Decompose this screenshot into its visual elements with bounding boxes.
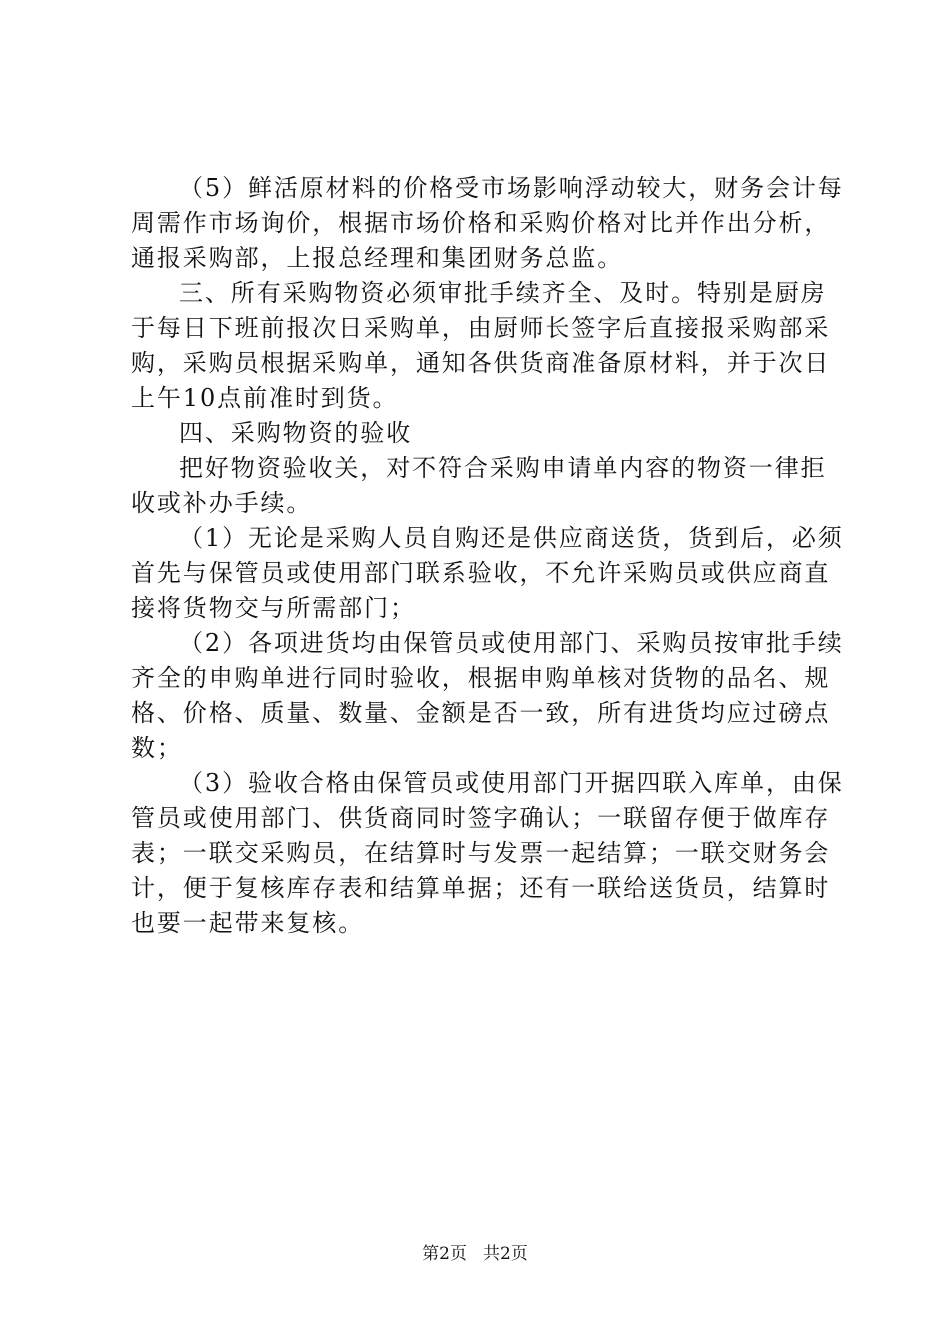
page-total: 共2页 (483, 1244, 528, 1264)
paragraph-line: 收或补办手续。 (131, 489, 313, 517)
paragraph-line: 齐全的申购单进行同时验收，根据申购单核对货物的品名、规 (131, 664, 831, 692)
paragraph-line: （5）鲜活原材料的价格受市场影响浮动较大，财务会计每 (179, 174, 844, 202)
paragraph-line: 把好物资验收关，对不符合采购申请单内容的物资一律拒 (179, 454, 827, 482)
paragraph-line: 数； (131, 734, 183, 762)
section-heading: 四、采购物资的验收 (179, 419, 413, 447)
paragraph-line: 表；一联交采购员，在结算时与发票一起结算；一联交财务会 (131, 839, 831, 867)
paragraph-line: （3）验收合格由保管员或使用部门开据四联入库单，由保 (179, 769, 844, 797)
section-heading-line: 三、所有采购物资必须审批手续齐全、及时。特别是厨房 (179, 279, 827, 307)
paragraph-line: （1）无论是采购人员自购还是供应商送货，货到后，必须 (179, 524, 844, 552)
paragraph-line: 首先与保管员或使用部门联系验收，不允许采购员或供应商直 (131, 559, 831, 587)
paragraph-line: 于每日下班前报次日采购单，由厨师长签字后直接报采购部采 (131, 314, 831, 342)
page-footer (0, 1242, 950, 1266)
paragraph-line: 周需作市场询价，根据市场价格和采购价格对比并作出分析， (131, 209, 831, 237)
paragraph-line: 格、价格、质量、数量、金额是否一致，所有进货均应过磅点 (131, 699, 831, 727)
page-number: 第2页 (422, 1244, 467, 1264)
paragraph-line: （2）各项进货均由保管员或使用部门、采购员按审批手续 (179, 629, 844, 657)
paragraph-line: 管员或使用部门、供货商同时签字确认；一联留存便于做库存 (131, 804, 831, 832)
paragraph-line: 接将货物交与所需部门； (131, 594, 416, 622)
paragraph-line: 购，采购员根据采购单，通知各供货商准备原材料，并于次日 (131, 349, 831, 377)
paragraph-line: 计，便于复核库存表和结算单据；还有一联给送货员，结算时 (131, 874, 831, 902)
paragraph-line: 通报采购部，上报总经理和集团财务总监。 (131, 244, 624, 272)
paragraph-line: 也要一起带来复核。 (131, 909, 365, 937)
paragraph-line: 上午10点前准时到货。 (131, 384, 399, 412)
